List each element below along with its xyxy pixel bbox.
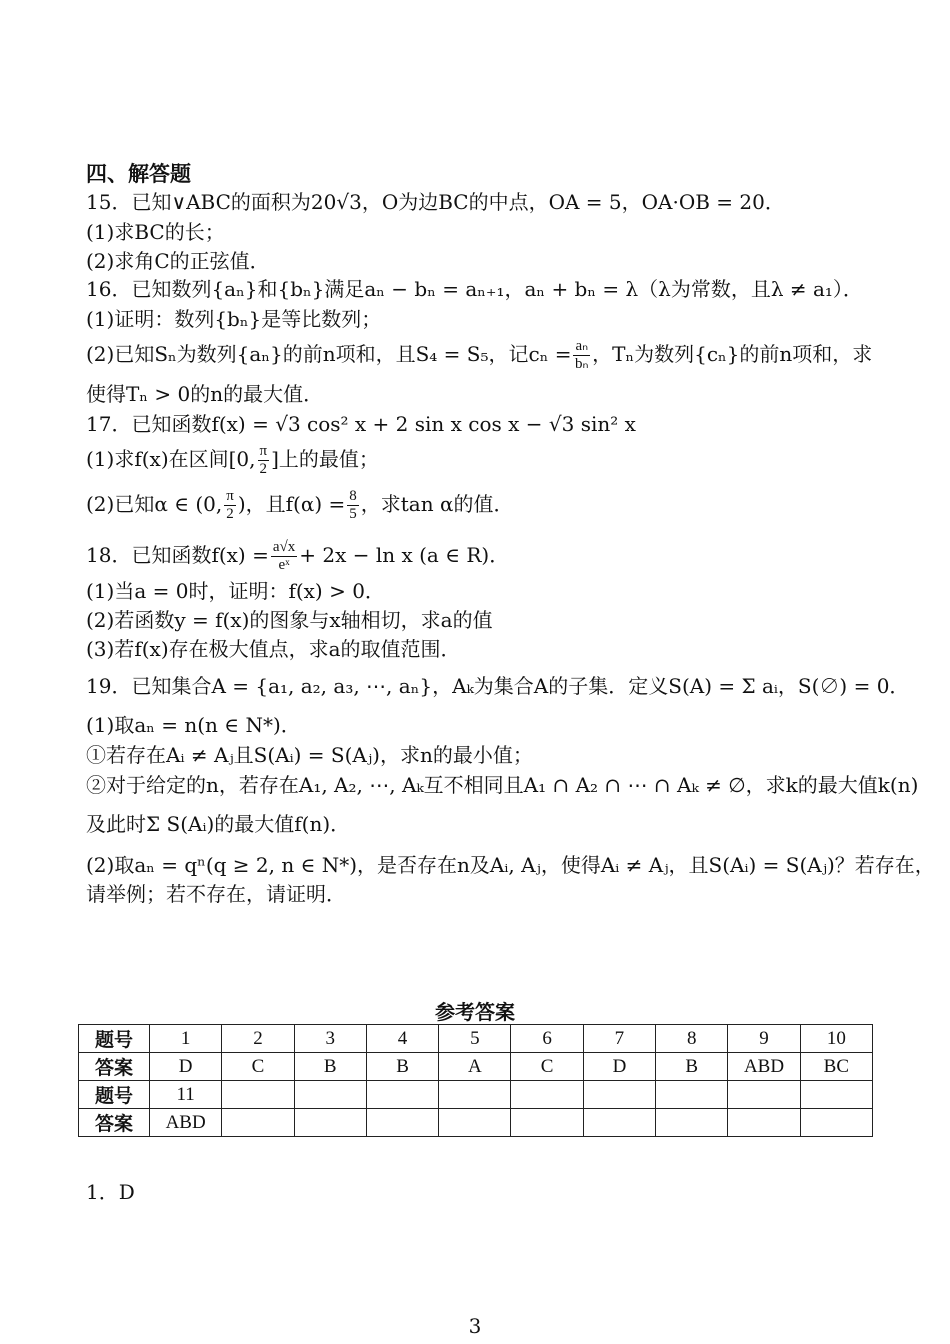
text: (1)求f(x)在区间[0,: [86, 447, 256, 471]
row-header: 题号: [79, 1025, 150, 1053]
problem-15-part2: (2)求角C的正弦值．: [86, 249, 270, 273]
cell: [222, 1109, 294, 1137]
problem-19-part2: (2)取aₙ = qⁿ(q ≥ 2, n ∈ N*)，是否存在n及Aᵢ, Aⱼ，使得Aᵢ ≠ Aⱼ，且S(Aᵢ) = S(Aⱼ)？若存在，: [86, 853, 935, 877]
cell: [366, 1081, 438, 1109]
denominator: eˣ: [278, 557, 290, 573]
cell: 10: [800, 1025, 872, 1053]
cell: B: [656, 1053, 728, 1081]
cell: 9: [728, 1025, 800, 1053]
section-title: 四、解答题: [86, 161, 191, 186]
cell: [728, 1109, 800, 1137]
numerator: π: [259, 443, 268, 459]
page-number: 3: [468, 1314, 482, 1338]
cell: 1: [150, 1025, 222, 1053]
text: ，求tan α的值．: [360, 492, 514, 516]
table-row: [79, 1025, 873, 1053]
cell: 7: [583, 1025, 655, 1053]
text: ，Tₙ为数列{cₙ}的前n项和，求: [592, 342, 873, 366]
answer-table: [78, 1024, 873, 1137]
problem-19-part1-q1: ①若存在Aᵢ ≠ Aⱼ且S(Aᵢ) = S(Aⱼ)，求n的最小值；: [86, 743, 533, 767]
cell: [294, 1081, 366, 1109]
fraction: [271, 539, 297, 574]
numerator: π: [226, 488, 234, 504]
text: 18．已知函数f(x) =: [86, 543, 269, 567]
cell: D: [583, 1053, 655, 1081]
cell: 8: [656, 1025, 728, 1053]
cell: [583, 1109, 655, 1137]
cell: 6: [511, 1025, 583, 1053]
cell: B: [366, 1053, 438, 1081]
problem-17: 17．已知函数f(x) = √3 cos² x + 2 sin x cos x − √3 sin² x: [86, 412, 636, 436]
cell: [656, 1081, 728, 1109]
table-row: [79, 1109, 873, 1137]
problem-19-part1-q2: ②对于给定的n，若存在A₁, A₂, ⋯, Aₖ互不相同且A₁ ∩ A₂ ∩ ⋯ ∩ Aₖ ≠ ∅，求k的最大值k(n): [86, 773, 919, 797]
problem-18-part3: (3)若f(x)存在极大值点，求a的取值范围．: [86, 637, 461, 661]
problem-19-part2-cont: 请举例；若不存在，请证明．: [86, 882, 346, 906]
cell: 2: [222, 1025, 294, 1053]
problem-18-part1: (1)当a = 0时，证明：f(x) > 0．: [86, 579, 385, 603]
problem-16-part2: [86, 336, 880, 373]
text: ]上的最值；: [271, 447, 379, 471]
problem-17-part2: [86, 484, 880, 524]
problem-19-part1-q2-cont: 及此时Σ S(Aᵢ)的最大值f(n)．: [86, 812, 351, 836]
cell: 3: [294, 1025, 366, 1053]
problem-16-part1: (1)证明：数列{bₙ}是等比数列；: [86, 307, 382, 331]
numerator: 8: [349, 488, 357, 504]
cell: D: [150, 1053, 222, 1081]
fraction: [573, 338, 590, 373]
cell: [439, 1109, 511, 1137]
fraction: [224, 488, 236, 523]
cell: C: [222, 1053, 294, 1081]
text: + 2x − ln x (a ∈ R)．: [299, 543, 510, 567]
table-row: [79, 1053, 873, 1081]
cell: C: [511, 1053, 583, 1081]
fraction: [347, 488, 359, 523]
cell: [366, 1109, 438, 1137]
problem-15-part1: (1)求BC的长；: [86, 220, 225, 244]
solution-1: 1．D: [86, 1180, 135, 1204]
problem-18-part2: (2)若函数y = f(x)的图象与x轴相切，求a的值: [86, 608, 493, 632]
cell: [800, 1109, 872, 1137]
cell: [511, 1081, 583, 1109]
problem-18: [86, 535, 880, 575]
cell: [222, 1081, 294, 1109]
numerator: aₙ: [575, 338, 589, 354]
denominator: 2: [226, 506, 234, 522]
row-header: 题号: [79, 1081, 150, 1109]
denominator: bₙ: [575, 356, 589, 372]
problem-17-part1: [86, 440, 880, 478]
cell: [439, 1081, 511, 1109]
cell: [800, 1081, 872, 1109]
cell: [294, 1109, 366, 1137]
problem-16-part2-cont: 使得Tₙ > 0的n的最大值．: [86, 382, 324, 406]
denominator: 5: [349, 506, 357, 522]
cell: [583, 1081, 655, 1109]
row-header: 答案: [79, 1109, 150, 1137]
row-header: 答案: [79, 1053, 150, 1081]
cell: 11: [150, 1081, 222, 1109]
cell: 4: [366, 1025, 438, 1053]
cell: [511, 1109, 583, 1137]
cell: BC: [800, 1053, 872, 1081]
answer-title: 参考答案: [435, 1000, 515, 1024]
text: )，且f(α) =: [237, 492, 346, 516]
cell: B: [294, 1053, 366, 1081]
text: (2)已知α ∈ (0,: [86, 492, 223, 516]
table-row: [79, 1081, 873, 1109]
cell: [728, 1081, 800, 1109]
problem-16: 16．已知数列{aₙ}和{bₙ}满足aₙ − bₙ = aₙ₊₁，aₙ + bₙ = λ（λ为常数，且λ ≠ a₁）．: [86, 277, 863, 301]
problem-19: 19．已知集合A = {a₁, a₂, a₃, ⋯, aₙ}，Aₖ为集合A的子集．定义S(A) = Σ aᵢ，S(∅) = 0．: [86, 674, 910, 698]
text: (2)已知Sₙ为数列{aₙ}的前n项和，且S₄ = S₅，记cₙ =: [86, 342, 572, 366]
problem-15: 15．已知∨ABC的面积为20√3，O为边BC的中点，OA = 5，OA·OB = 20．: [86, 190, 785, 214]
fraction: [258, 443, 270, 478]
problem-19-part1: (1)取aₙ = n(n ∈ N*)．: [86, 713, 301, 737]
cell: ABD: [728, 1053, 800, 1081]
cell: 5: [439, 1025, 511, 1053]
numerator: a√x: [272, 539, 296, 555]
cell: A: [439, 1053, 511, 1081]
cell: ABD: [150, 1109, 222, 1137]
cell: [656, 1109, 728, 1137]
denominator: 2: [259, 461, 268, 477]
